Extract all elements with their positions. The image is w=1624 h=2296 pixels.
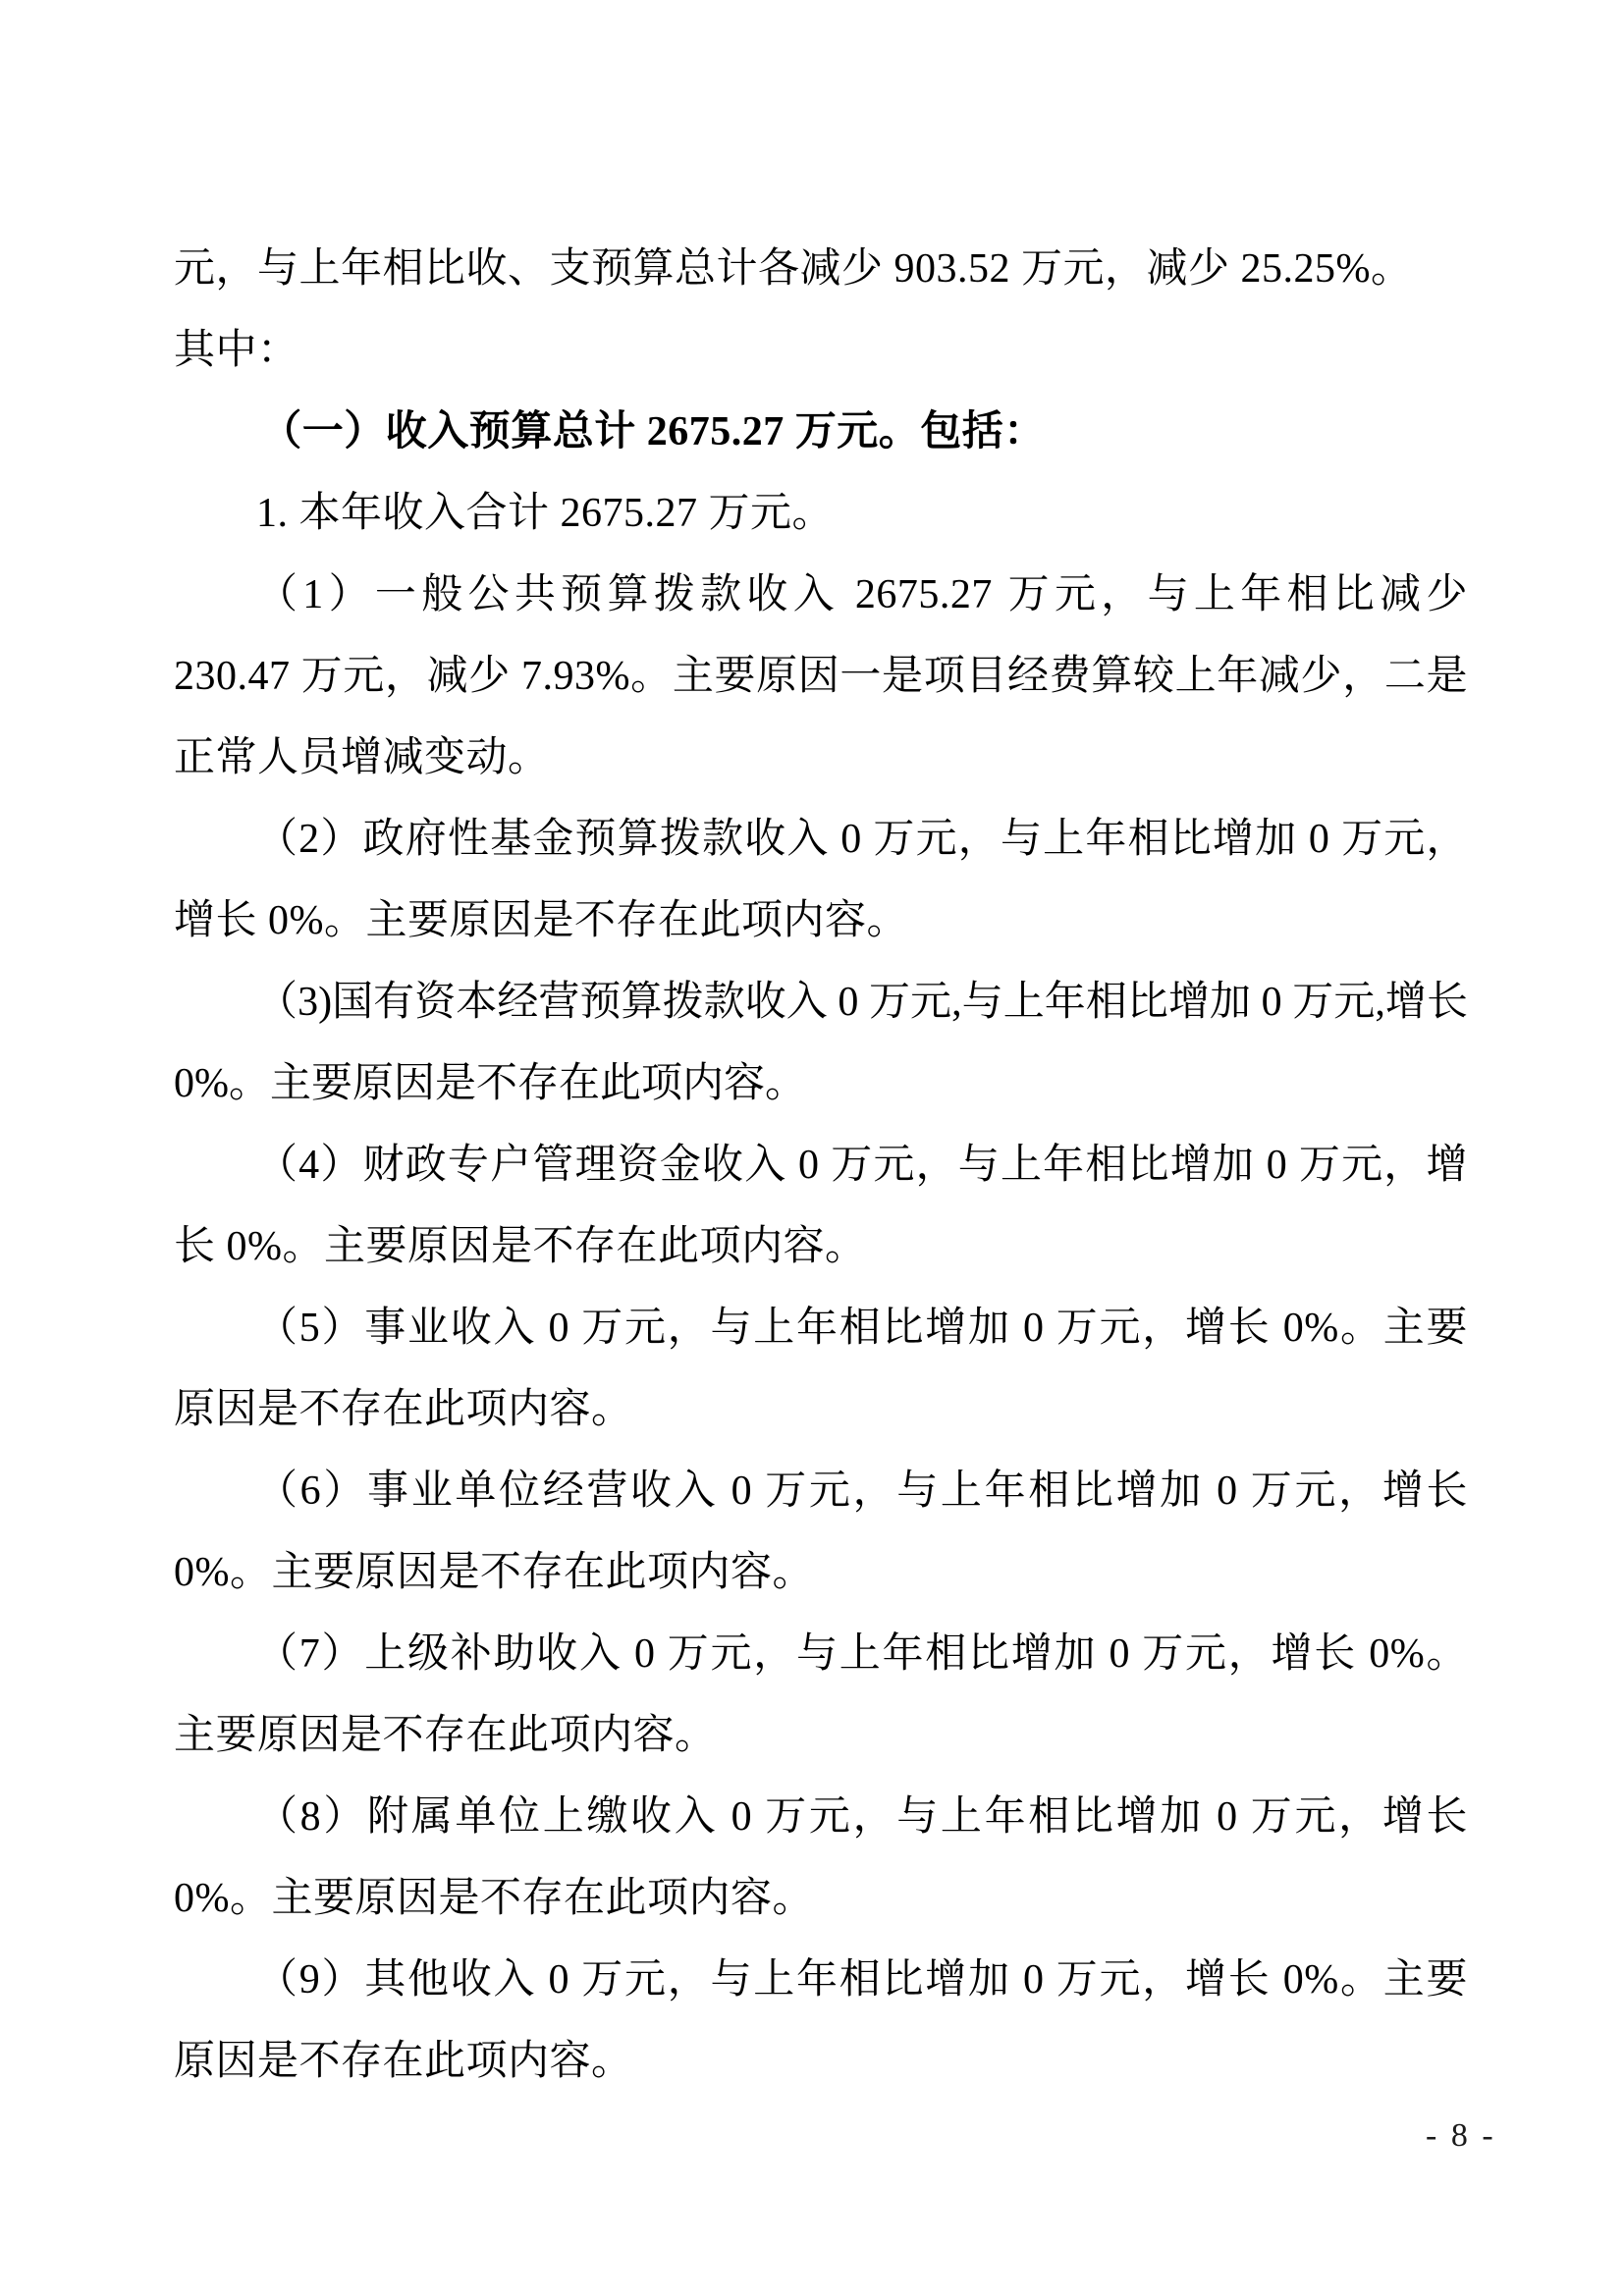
section-heading-income-budget-total: （一）收入预算总计 2675.27 万元。包括：	[260, 409, 1046, 454]
item-8-affiliated-unit-remittance-income: （8）附属单位上缴收入 0 万元，与上年相比增加 0 万元，增长 0%。主要原因是不存在此项内容。	[174, 1794, 1468, 1921]
item-7-superior-subsidy-income: （7）上级补助收入 0 万元，与上年相比增加 0 万元，增长 0%。主要原因是不存在此项内容。	[174, 1631, 1468, 1758]
item-4-fiscal-special-account-income: （4）财政专户管理资金收入 0 万元，与上年相比增加 0 万元，增长 0%。主要原因是不存在此项内容。	[174, 1143, 1468, 1269]
item-current-year-income-total: 1. 本年收入合计 2675.27 万元。	[256, 491, 835, 536]
paragraph-continuation-totals: 元，与上年相比收、支预算总计各减少 903.52 万元，减少 25.25%。	[174, 246, 1413, 292]
paragraph-qizhong-label: 其中：	[174, 328, 299, 373]
document-body	[174, 229, 1468, 2103]
item-9-other-income: （9）其他收入 0 万元，与上年相比增加 0 万元，增长 0%。主要原因是不存在此项内容。	[174, 1957, 1468, 2084]
item-1-general-public-budget-income: （1）一般公共预算拨款收入 2675.27 万元，与上年相比减少 230.47 万元，减少 7.93%。主要原因一是项目经费算较上年减少，二是正常人员增减变动。	[174, 572, 1468, 780]
item-6-institutional-operating-income: （6）事业单位经营收入 0 万元，与上年相比增加 0 万元，增长 0%。主要原因是不存在此项内容。	[174, 1468, 1468, 1595]
item-2-government-fund-budget-income: （2）政府性基金预算拨款收入 0 万元，与上年相比增加 0 万元，增长 0%。主要原因是不存在此项内容。	[174, 817, 1468, 943]
item-5-institutional-income: （5）事业收入 0 万元，与上年相比增加 0 万元，增长 0%。主要原因是不存在此项内容。	[174, 1306, 1468, 1432]
item-3-state-capital-budget-income: （3)国有资本经营预算拨款收入 0 万元,与上年相比增加 0 万元,增长 0%。主要原因是不存在此项内容。	[174, 980, 1468, 1106]
page-number: - 8 -	[1426, 2117, 1496, 2154]
